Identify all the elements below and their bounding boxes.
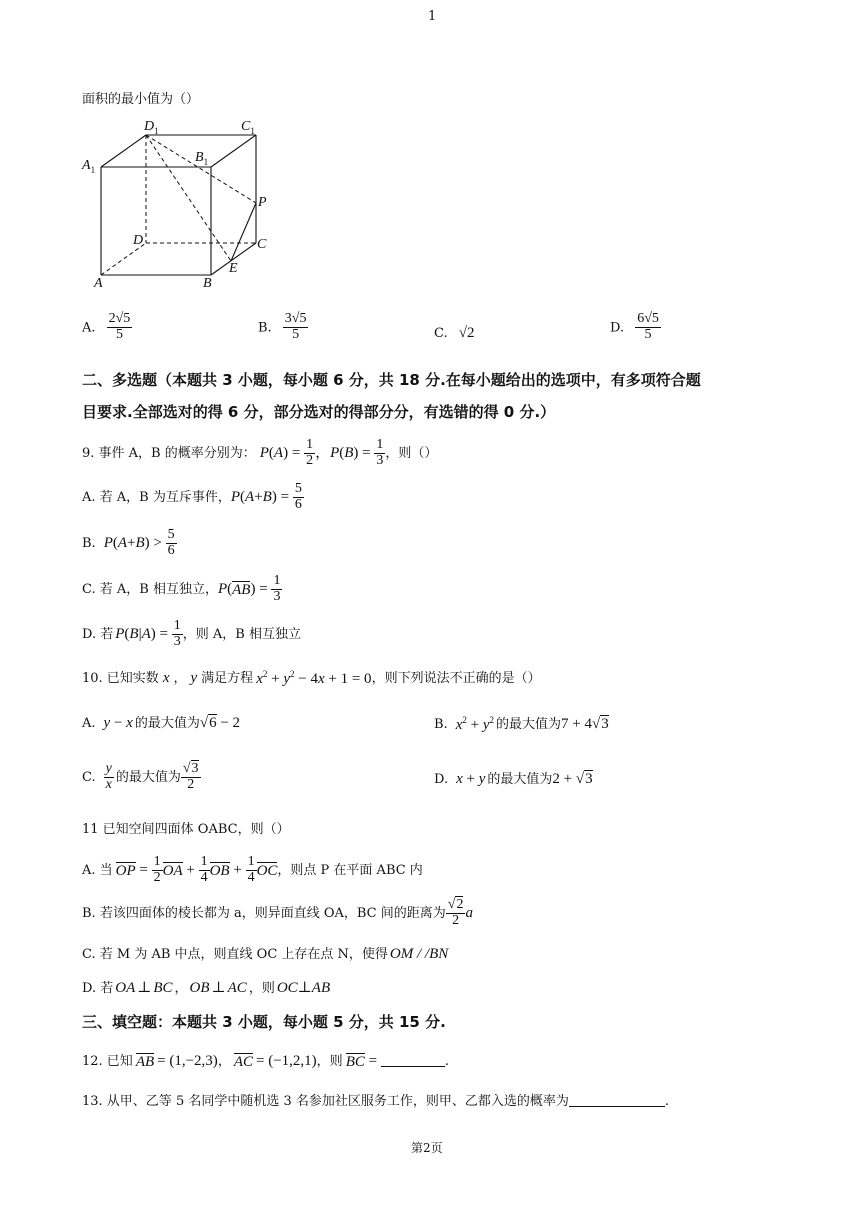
q9-option-b[interactable]: B. P ( A + B ) > $\frac{5}{6}$ <box>82 527 175 558</box>
label-C1: $C_1$ <box>241 119 255 136</box>
section2-heading-line1: 二、多选题（本题共 3 小题，每小题 6 分，共 18 分.在每小题给出的选项中，有多项符合题 <box>82 371 701 389</box>
label-A: A <box>94 276 103 291</box>
page-footer: 第2页 <box>411 1141 443 1155</box>
q9-stem: 9. 事件 A，B 的概率分别为： P ( A ) = $\frac{1}{2}$ ， P ( B ) = $\frac{1}{3}$ ，则（） <box>82 437 438 468</box>
q8-option-c[interactable]: C. √2 <box>434 325 475 341</box>
label-D: D <box>133 233 144 248</box>
label-E: E <box>229 261 238 276</box>
q10-option-d[interactable]: D. x + y 的最大值为 2 + √3 <box>434 771 593 787</box>
label-B1: $B_1$ <box>195 150 209 167</box>
q11-option-a[interactable]: A. 当 OP = $\frac{1}{2}$ OA + $\frac{1}{4}$ OB + $\frac{1}{4}$ OC ，则点 P 在平面 ABC 内 <box>82 854 423 885</box>
q11-option-b[interactable]: B. 若该四面体的棱长都为 a，则异面直线 OA，BC 间的距离为 $\frac{√2}{2}$ a <box>82 897 473 928</box>
q13-stem: 13. 从甲、乙等 5 名同学中随机选 3 名参加社区服务工作，则甲、乙都入选的概率为 . <box>82 1094 670 1109</box>
q11-option-d[interactable]: D. 若 OA ⊥ BC ， OB ⊥ AC ，则 OC ⊥ AB <box>82 980 331 996</box>
cube-figure <box>78 115 278 295</box>
q10-option-b[interactable]: B. $x^2 + y^2$ 的最大值为 7 + 4√3 <box>434 715 609 733</box>
label-B: B <box>203 276 212 291</box>
q8-option-d[interactable]: D. $\frac{6√5}{5}$ <box>610 311 659 342</box>
q9-option-a[interactable]: A. 若 A，B 为互斥事件， P ( A + B ) = $\frac{5}{6}$ <box>82 481 302 512</box>
section2-heading-line2: 目要求.全部选对的得 6 分，部分选对的得部分分，有选错的得 0 分.） <box>82 403 556 421</box>
q13-answer-blank[interactable] <box>569 1096 665 1107</box>
q9-option-c[interactable]: C. 若 A，B 相互独立， P ( AB ) = $\frac{1}{3}$ <box>82 573 281 604</box>
q8-option-a[interactable]: A. $\frac{2√5}{5}$ <box>82 311 131 342</box>
q11-option-c[interactable]: C. 若 M 为 AB 中点，则直线 OC 上存在点 N，使得 OM / /BN <box>82 946 449 962</box>
section3-heading: 三、填空题：本题共 3 小题，每小题 5 分，共 15 分. <box>82 1013 446 1031</box>
page-number: 1 <box>428 9 437 24</box>
label-D1: $D_1$ <box>144 119 159 136</box>
label-A1: $A_1$ <box>82 158 96 175</box>
q10-option-a[interactable]: A. y − x 的最大值为 √6 − 2 <box>82 715 241 731</box>
q12-stem: 12. 已知 AB = (1,−2,3) ， AC = (−1,2,1) ，则 BC = . <box>82 1053 449 1070</box>
q12-answer-blank[interactable] <box>381 1056 445 1067</box>
q8-option-b[interactable]: B. $\frac{3√5}{5}$ <box>258 311 307 342</box>
q10-stem: 10. 已知实数 x ， y 满足方程 $x^2 + y^2 - 4x + 1 = 0$ ，则下列说法不正确的是（） <box>82 669 541 687</box>
q8-stem-tail: 面积的最小值为（） <box>82 92 200 107</box>
q11-stem: 11 已知空间四面体 OABC，则（） <box>82 822 290 837</box>
label-C: C <box>257 237 267 252</box>
q9-option-d[interactable]: D. 若 P ( B | A ) = $\frac{1}{3}$ ，则 A，B 相互独立 <box>82 618 301 649</box>
label-P: P <box>258 195 267 210</box>
q10-option-c[interactable]: C. $\frac{y}{x}$ 的最大值为 $\frac{√3}{2}$ <box>82 761 199 792</box>
